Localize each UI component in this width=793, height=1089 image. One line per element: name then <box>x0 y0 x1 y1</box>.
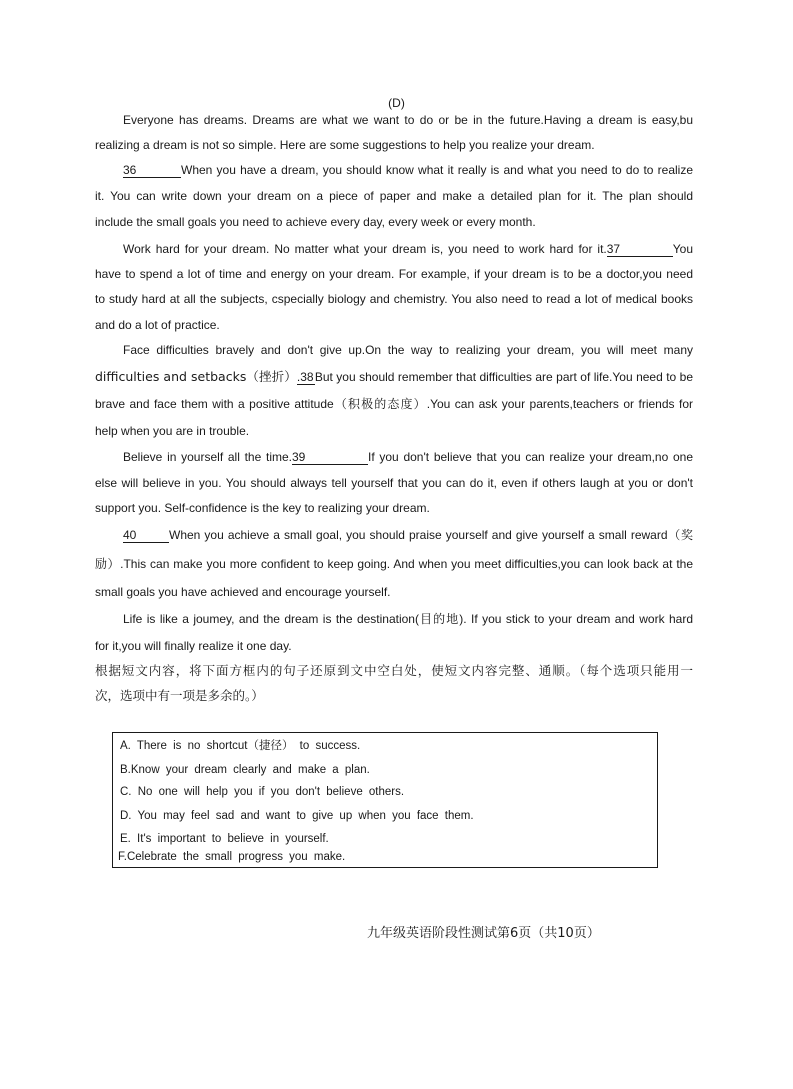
paragraph-1-line-2: realizing a dream is not so simple. Here are some suggestions to help you realize your dream. <box>95 138 595 152</box>
paragraph-6-line-1: 40 When you achieve a small goal, you should praise yourself and give yourself a small reward（奖 <box>123 528 693 542</box>
option-d: D. You may feel sad and want to give up when you face them. <box>120 810 474 822</box>
option-f: F.Celebrate the small progress you make. <box>118 851 346 863</box>
paragraph-2-line-1: 36 When you have a dream, you should know what it really is and what you need to do to realize <box>123 163 693 177</box>
option-c: C. No one will help you if you don't believe others. <box>120 786 405 798</box>
option-a: A. There is no shortcut（捷径） to success. <box>120 740 361 752</box>
paragraph-4-line-4: help when you are in trouble. <box>95 424 250 438</box>
paragraph-1-line-1: Everyone has dreams. Dreams are what we want to do or be in the future.Having a dream is easy,bu <box>123 113 693 127</box>
paragraph-5-line-2: else will believe in you. You should always tell yourself that you can do it, even if others laugh at you or don't <box>95 476 693 490</box>
option-b: B.Know your dream clearly and make a plan. <box>120 764 370 776</box>
paragraph-4-line-1: Face difficulties bravely and don't give up.On the way to realizing your dream, you will meet many <box>123 343 693 357</box>
paragraph-4-line-2: difficulties and setbacks（挫折）.38But you should remember that difficulties are part of life.You need to be <box>95 369 694 384</box>
blank-37[interactable]: 37 <box>607 243 673 257</box>
paragraph-6-line-3: small goals you have achieved and encourage yourself. <box>95 585 391 599</box>
paragraph-5-line-1: Believe in yourself all the time.39 If you don't believe that you can realize your dream,no one <box>123 450 693 464</box>
paragraph-2-line-2: it. You can write down your dream on a piece of paper and make a detailed plan for it. The plan should <box>95 189 693 203</box>
options-box <box>112 732 658 868</box>
paragraph-6-line-2: 励）.This can make you more confident to keep going. And when you meet difficulties,you can look back at the <box>95 557 693 571</box>
blank-36[interactable]: 36 <box>123 164 181 178</box>
section-label: (D) <box>388 96 405 110</box>
instruction-line-2: 次，选项中有一项是多余的。） <box>95 688 264 703</box>
paragraph-3-line-1: Work hard for your dream. No matter what your dream is, you need to work hard for it.37 You <box>123 242 693 256</box>
paragraph-3-line-2: have to spend a lot of time and energy on your dream. For example, if your dream is to be a doctor,you need <box>95 267 693 281</box>
paragraph-2-line-3: include the small goals you need to achieve every day, every week or every month. <box>95 215 536 229</box>
paragraph-3-line-3: to study hard at all the subjects, cspecially biology and chemistry. You also need to read a lot of medical books <box>95 292 693 306</box>
paragraph-7-line-2: for it,you will finally realize it one day. <box>95 639 292 653</box>
paragraph-4-line-3: brave and face them with a positive attitude（积极的态度）.You can ask your parents,teachers or friends for <box>95 397 693 411</box>
page-footer: 九年级英语阶段性测试第6页（共10页） <box>367 926 600 941</box>
blank-39[interactable]: 39 <box>292 451 368 465</box>
instruction-line-1: 根据短文内容，将下面方框内的句子还原到文中空白处，使短文内容完整、通顺。（每个选项只能用一 <box>95 663 693 678</box>
blank-40[interactable]: 40 <box>123 529 169 543</box>
paragraph-5-line-3: support you. Self-confidence is the key to realizing your dream. <box>95 501 430 515</box>
blank-38[interactable]: .38 <box>296 370 314 384</box>
paragraph-3-line-4: and do a lot of practice. <box>95 318 220 332</box>
paragraph-7-line-1: Life is like a joumey, and the dream is the destination(目的地). If you stick to your dream and work hard <box>123 612 693 626</box>
option-e: E. It's important to believe in yourself. <box>120 833 329 845</box>
